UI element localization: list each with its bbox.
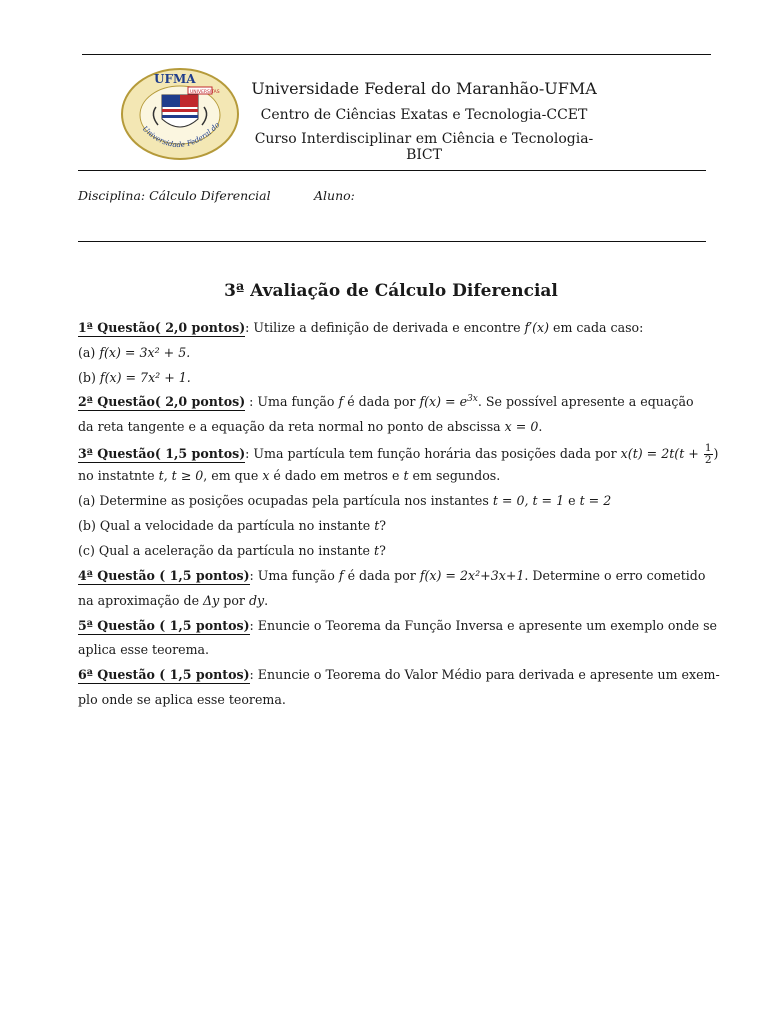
math: t = 0, t = 1 bbox=[492, 493, 565, 508]
fraction-numerator: 1 bbox=[704, 442, 712, 454]
text: . Se possível apresente a equação bbox=[477, 394, 694, 410]
question-1 bbox=[78, 320, 707, 335]
question-3-item-b bbox=[78, 518, 707, 533]
text: : Uma função bbox=[249, 568, 339, 583]
text: é dado em metros e bbox=[269, 468, 404, 483]
student-field: Aluno: bbox=[314, 188, 355, 203]
fields-rule bbox=[78, 241, 706, 242]
question-4-label: 4ª Questão ( 1,5 pontos) bbox=[78, 568, 250, 583]
text: : Enuncie o Teorema do Valor Médio para derivada e apresente um exem- bbox=[249, 667, 720, 682]
question-3-item-c bbox=[78, 543, 707, 558]
text: é dada por bbox=[343, 568, 420, 583]
question-2 bbox=[78, 394, 707, 409]
math: t bbox=[403, 468, 409, 483]
math: x(t) = 2t(t + bbox=[620, 446, 703, 461]
text: no instatnte bbox=[78, 468, 159, 483]
question-1-text: : Utilize a definição de derivada e encontre bbox=[245, 320, 525, 335]
text: em segundos. bbox=[408, 468, 501, 483]
center-name: Centro de Ciências Exatas e Tecnologia-CCET bbox=[260, 107, 588, 123]
math: f bbox=[338, 394, 344, 410]
question-1-expr: f′(x) bbox=[524, 320, 549, 335]
text: (a) Determine as posições ocupadas pela partícula nos instantes bbox=[78, 493, 493, 508]
institution-name: Universidade Federal do Maranhão-UFMA bbox=[251, 79, 597, 98]
item-expr: f(x) = 7x² + 1. bbox=[99, 370, 191, 385]
text: , em que bbox=[203, 468, 263, 483]
question-3-line-2 bbox=[78, 468, 707, 483]
math: Δy bbox=[203, 593, 220, 608]
question-3 bbox=[78, 442, 719, 466]
fraction bbox=[704, 443, 713, 466]
ufma-seal-logo bbox=[120, 67, 240, 162]
item-prefix: (a) bbox=[78, 345, 100, 360]
math: x = 0 bbox=[504, 419, 539, 434]
text: é dada por bbox=[343, 394, 420, 410]
exponent: 3x bbox=[467, 394, 478, 404]
question-1-tail: em cada caso: bbox=[549, 320, 644, 335]
math: f(x) = 2x²+3x+1 bbox=[419, 568, 525, 583]
header-rule bbox=[78, 170, 706, 171]
item-expr: f(x) = 3x² + 5. bbox=[99, 345, 191, 360]
text: e bbox=[564, 493, 580, 508]
text: : Enuncie o Teorema da Função Inversa e apresente um exemplo onde se bbox=[249, 618, 718, 633]
text: (c) Qual a aceleração da partícula no instante bbox=[78, 543, 374, 558]
text: : Uma função bbox=[245, 394, 339, 410]
text: : Uma partícula tem função horária das posições dada por bbox=[245, 446, 621, 461]
text: ? bbox=[379, 543, 386, 558]
discipline-field: Disciplina: Cálculo Diferencial bbox=[78, 188, 271, 203]
question-6-line-2: plo onde se aplica esse teorema. bbox=[78, 692, 286, 707]
text: da reta tangente e a equação da reta normal no ponto de abscissa bbox=[78, 419, 505, 434]
text: ? bbox=[379, 518, 387, 533]
question-5-label: 5ª Questão ( 1,5 pontos) bbox=[78, 618, 250, 633]
question-1-item-b bbox=[78, 370, 707, 385]
exam-title: 3ª Avaliação de Cálculo Diferencial bbox=[224, 281, 558, 301]
question-1-label: 1ª Questão( 2,0 pontos) bbox=[78, 320, 246, 335]
question-4-line-2 bbox=[78, 593, 707, 608]
math: x bbox=[262, 468, 270, 483]
text: na aproximação de bbox=[78, 593, 204, 608]
math: f bbox=[338, 568, 344, 583]
math: t bbox=[374, 518, 380, 533]
fraction-denominator: 2 bbox=[704, 454, 712, 466]
math: t, t ≥ 0 bbox=[158, 468, 204, 483]
question-1-item-a bbox=[78, 345, 707, 360]
question-2-line-2 bbox=[78, 419, 707, 434]
math: f(x) = e bbox=[419, 394, 468, 410]
question-6-label: 6ª Questão ( 1,5 pontos) bbox=[78, 667, 250, 682]
text: . Determine o erro cometido bbox=[524, 568, 706, 583]
question-5 bbox=[78, 618, 718, 633]
seal-ring-text: Universidade Federal do bbox=[140, 120, 222, 150]
question-5-line-2: aplica esse teorema. bbox=[78, 642, 210, 657]
item-prefix: (b) bbox=[78, 370, 100, 385]
text: por bbox=[219, 593, 249, 608]
text: . bbox=[538, 419, 543, 434]
math: ) bbox=[713, 446, 719, 461]
math: t bbox=[374, 543, 380, 558]
top-rule bbox=[82, 54, 711, 55]
seal-banner-text: UNIVERSITAS bbox=[190, 90, 220, 95]
text: (b) Qual a velocidade da partícula no instante bbox=[78, 518, 375, 533]
question-4 bbox=[78, 568, 707, 583]
question-3-label: 3ª Questão( 1,5 pontos) bbox=[78, 446, 246, 461]
course-name: Curso Interdisciplinar em Ciência e Tecnologia-BICT bbox=[254, 131, 594, 163]
question-6 bbox=[78, 667, 720, 682]
math: dy bbox=[248, 593, 265, 608]
seal-top-text: UFMA bbox=[154, 72, 196, 86]
text: . bbox=[264, 593, 269, 608]
math: t = 2 bbox=[579, 493, 612, 508]
question-3-item-a bbox=[78, 493, 707, 508]
question-2-label: 2ª Questão( 2,0 pontos) bbox=[78, 394, 246, 410]
